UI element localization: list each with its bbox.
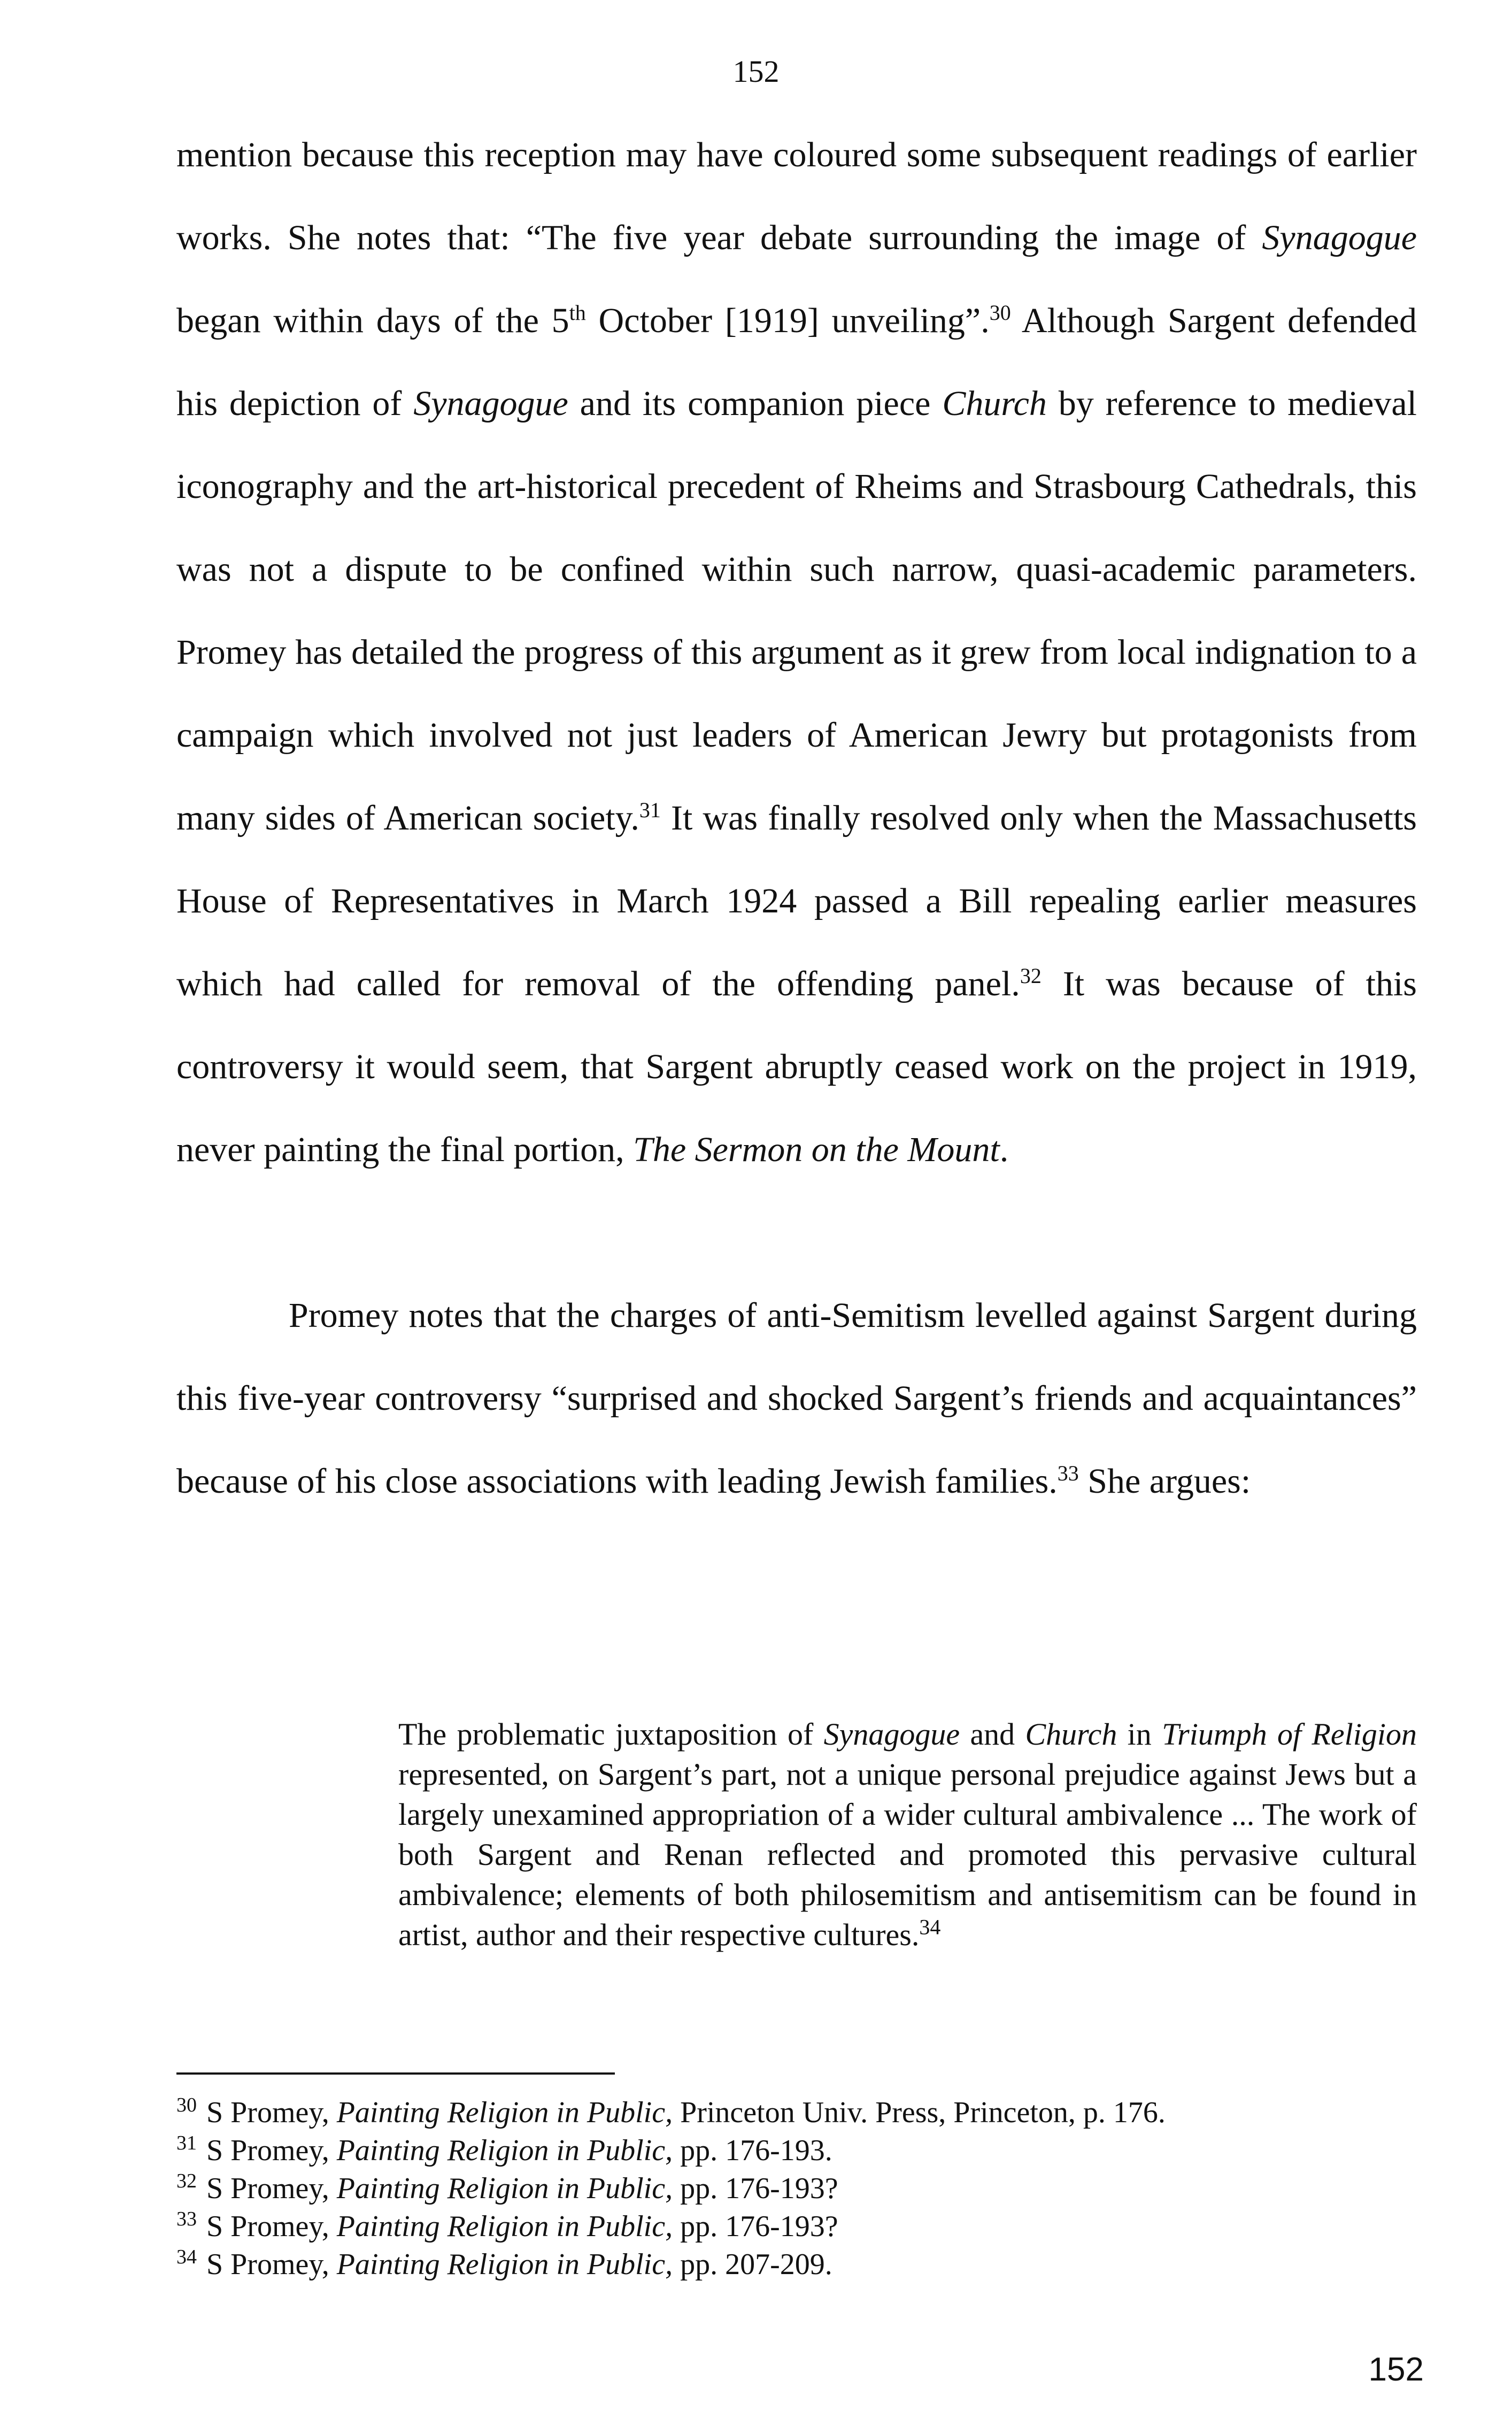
text-run: by reference to medieval iconography and the art-historical precedent of Rheims and Strasbourg Cathedrals, this was not a dispute to be confined within such narrow, quasi-academic parameters. Promey has detailed the progress of this argument as it grew from local indignation to a campaign which involved not just leaders of American Jewry but protagonists from many sides of American society. bbox=[176, 384, 1417, 838]
footnote-detail: pp. 176-193. bbox=[673, 2134, 832, 2167]
italic-title: Synagogue bbox=[823, 1717, 960, 1752]
italic-title: Church bbox=[1025, 1717, 1117, 1752]
footnote-divider bbox=[176, 2072, 615, 2075]
footnote-detail: pp. 176-193? bbox=[673, 2210, 838, 2243]
footnote-title: Painting Religion in Public, bbox=[336, 2134, 673, 2167]
footnote-detail: pp. 176-193? bbox=[673, 2172, 838, 2205]
paragraph-2 bbox=[176, 1274, 1417, 1523]
paragraph-spacer bbox=[176, 1191, 1417, 1274]
text-run: mention because this reception may have coloured some subsequent readings of earlier works. She notes that: “The five year debate surrounding the image of bbox=[176, 135, 1417, 257]
text-run: The problematic juxtaposition of bbox=[398, 1717, 824, 1752]
footnote-ref-34: 34 bbox=[919, 1915, 941, 1939]
block-quote-text bbox=[398, 1714, 1417, 1955]
footnote-number: 34 bbox=[176, 2246, 197, 2269]
text-run: Promey notes that the charges of anti-Semitism levelled against Sargent during this five-year controversy “surprised and shocked Sargent’s friends and acquaintances” because of his close associations with leading Jewish families. bbox=[176, 1296, 1417, 1501]
footnote-ref-32: 32 bbox=[1020, 964, 1042, 988]
footnote bbox=[176, 2246, 1417, 2284]
italic-title: Synagogue bbox=[1262, 218, 1417, 257]
footnotes bbox=[176, 2094, 1417, 2284]
ordinal-suffix: th bbox=[569, 301, 586, 325]
italic-title: Church bbox=[942, 384, 1047, 423]
footnote-author: S Promey, bbox=[206, 2134, 337, 2167]
footnote-title: Painting Religion in Public, bbox=[336, 2172, 673, 2205]
text-run: in bbox=[1117, 1717, 1162, 1752]
italic-title: Triumph of Religion bbox=[1162, 1717, 1417, 1752]
text-run: represented, on Sargent’s part, not a unique personal prejudice against Jews but a largely unexamined appropriation of a wider cultural ambivalence ... The work of both Sargent and Renan reflected and promoted this pervasive cultural ambivalence; elements of both philosemitism and antisemitism can be found in artist, author and their respective cultures. bbox=[398, 1757, 1417, 1952]
text-run: Although Sargent defended his depiction of bbox=[176, 301, 1417, 423]
footnote-title: Painting Religion in Public, bbox=[336, 2096, 673, 2129]
footnote-title: Painting Religion in Public, bbox=[336, 2248, 673, 2281]
text-run: It was because of this controversy it would seem, that Sargent abruptly ceased work on the project in 1919, never painting the final portion, bbox=[176, 964, 1417, 1169]
text-run: October [1919] unveiling”. bbox=[585, 301, 990, 340]
text-run: It was finally resolved only when the Massachusetts House of Representatives in March 1924 passed a Bill repealing earlier measures which had called for removal of the offending panel. bbox=[176, 798, 1417, 1003]
footnote bbox=[176, 2094, 1417, 2132]
text-run: began within days of the 5 bbox=[176, 301, 569, 340]
text-run: She argues: bbox=[1078, 1462, 1251, 1501]
footnote bbox=[176, 2208, 1417, 2246]
footnote-detail: pp. 207-209. bbox=[673, 2248, 832, 2281]
text-run: and its companion piece bbox=[568, 384, 943, 423]
page-number-bottom: 152 bbox=[1368, 2351, 1424, 2388]
footnote-author: S Promey, bbox=[206, 2248, 337, 2281]
paragraph-1 bbox=[176, 113, 1417, 1191]
footnote-number: 30 bbox=[176, 2094, 197, 2117]
footnote-ref-30: 30 bbox=[989, 301, 1011, 325]
footnote-ref-33: 33 bbox=[1057, 1461, 1079, 1485]
footnote-author: S Promey, bbox=[206, 2210, 337, 2243]
footnote-number: 32 bbox=[176, 2170, 197, 2193]
footnote-number: 31 bbox=[176, 2132, 197, 2155]
footnote-author: S Promey, bbox=[206, 2172, 337, 2205]
body-text bbox=[176, 113, 1417, 1523]
footnote-ref-31: 31 bbox=[639, 798, 661, 822]
text-run: and bbox=[960, 1717, 1025, 1752]
page-number-top: 152 bbox=[732, 54, 780, 89]
italic-title: Synagogue bbox=[413, 384, 568, 423]
footnote-detail: Princeton Univ. Press, Princeton, p. 176. bbox=[673, 2096, 1166, 2129]
footnote bbox=[176, 2132, 1417, 2170]
footnote bbox=[176, 2170, 1417, 2208]
footnote-author: S Promey, bbox=[206, 2096, 337, 2129]
footnote-number: 33 bbox=[176, 2208, 197, 2231]
text-run: . bbox=[999, 1130, 1009, 1169]
italic-title: The Sermon on the Mount bbox=[633, 1130, 1000, 1169]
block-quote bbox=[398, 1714, 1417, 1955]
footnote-title: Painting Religion in Public, bbox=[336, 2210, 673, 2243]
